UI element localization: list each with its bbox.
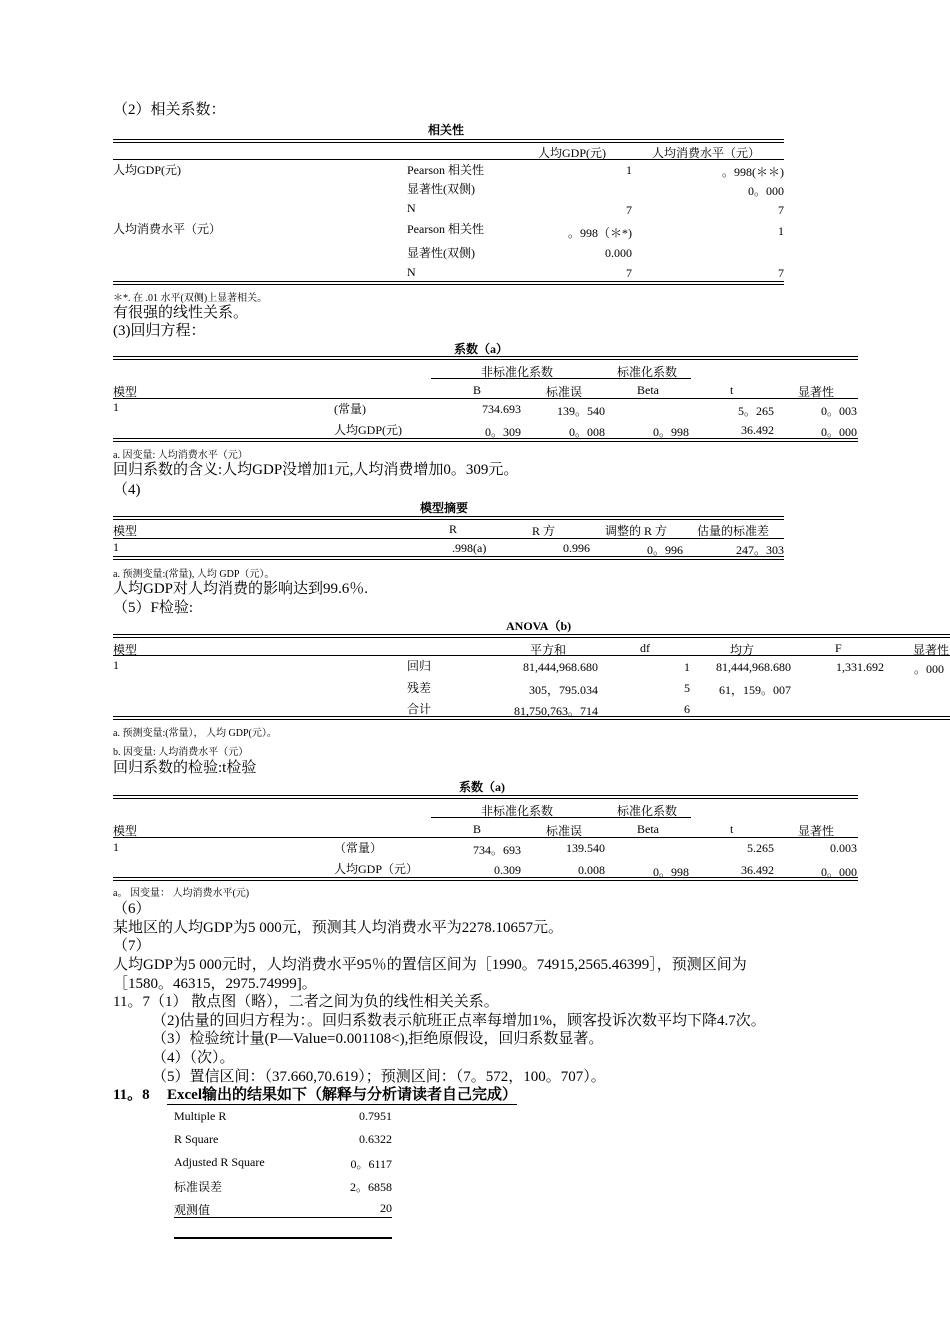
- coef1-footnote: a. 因变量: 人均消费水平（元）: [113, 450, 248, 461]
- anova-cell: 6: [684, 702, 690, 716]
- coef2-cell: 0.003: [830, 841, 857, 855]
- excel-label: Multiple R: [174, 1109, 227, 1123]
- anova-footnote-b: b. 因变量: 人均消费水平（元）: [113, 747, 249, 758]
- summary-h-model: 模型: [113, 524, 138, 538]
- section-heading-7: （7）: [113, 938, 151, 954]
- coef2-cell: 0。000: [820, 865, 857, 879]
- corr-stat: N: [407, 265, 416, 279]
- corr-cell: 7: [626, 203, 632, 217]
- coef1-bottom-rule: [113, 438, 858, 442]
- coef2-cell: 734。693: [472, 843, 521, 857]
- section-heading-4: （4): [113, 482, 141, 498]
- coef1-top-rule: [113, 356, 858, 360]
- corr-cell: 0.000: [605, 246, 632, 260]
- coef1-cell: 5。265: [737, 404, 774, 418]
- anova-cell: 81,444,968.680: [523, 660, 598, 674]
- coef1-h-sig: 显著性: [798, 385, 835, 399]
- corr-cell: 7: [626, 266, 632, 280]
- corr-header-rule: [113, 159, 784, 160]
- excel-value: 0.6322: [359, 1132, 392, 1146]
- corr-cell: 7: [778, 203, 784, 217]
- corr-stat: Pearson 相关性: [407, 163, 484, 177]
- coef2-cell: 5.265: [747, 841, 774, 855]
- corr-var-2: 人均消费水平（元）: [113, 222, 222, 236]
- coef2-bottom-rule: [113, 877, 858, 881]
- anova-cell: 61，159。007: [718, 683, 791, 697]
- text-s6: 某地区的人均GDP为5 000元，预测其人均消费水平为2278.10657元。: [113, 920, 564, 936]
- coef2-group-std: 标准化系数: [617, 804, 678, 818]
- corr-stat: Pearson 相关性: [407, 222, 484, 236]
- anova-cell: 。000: [913, 662, 944, 676]
- coef1-row-name: 人均GDP(元): [334, 423, 402, 437]
- summary-model: 1: [113, 540, 119, 554]
- coef1-cell: 0。309: [484, 425, 521, 439]
- excel-label: R Square: [174, 1132, 219, 1146]
- corr-stat: 显著性(双侧): [407, 182, 475, 196]
- anova-model-no: 1: [113, 658, 119, 672]
- summary-h-adj: 调整的 R 方: [605, 524, 668, 538]
- anova-row-name: 回归: [407, 659, 432, 673]
- anova-header-rule: [113, 655, 950, 656]
- coef1-h-se: 标准误: [546, 385, 583, 399]
- coef1-cell: 0。008: [568, 425, 605, 439]
- corr-cell: 7: [778, 266, 784, 280]
- p11-8-title: Excel输出的结果如下（解释与分析请读者自己完成）: [167, 1083, 517, 1105]
- coef2-cell: 139.540: [566, 841, 605, 855]
- coef1-cell: 0。000: [820, 425, 857, 439]
- anova-cell: 5: [684, 681, 690, 695]
- p11-7-line-1: 11。7（1） 散点图（略），二者之间为负的线性相关关系。: [113, 994, 499, 1010]
- anova-top-rule: [113, 634, 950, 638]
- coef2-h-model: 模型: [113, 824, 138, 838]
- anova-cell: 305，795.034: [528, 683, 598, 697]
- text-ttest: 回归系数的检验:t检验: [113, 760, 257, 776]
- summary-header-rule: [113, 538, 784, 539]
- anova-row-name: 合计: [407, 702, 432, 716]
- p11-7-line-3: （3）检验统计量(P—Value=0.001108<),拒绝原假设，回归系数显著。: [152, 1031, 604, 1047]
- coef1-cell: 0。003: [820, 404, 857, 418]
- summary-h-r: R: [449, 522, 458, 536]
- excel-value: 0。6117: [350, 1157, 392, 1171]
- anova-cell: 1: [684, 660, 690, 674]
- text-effect: 人均GDP对人均消费的影响达到99.6％.: [113, 581, 369, 597]
- anova-h-model: 模型: [113, 643, 138, 657]
- coef2-title: 系数（a): [459, 780, 505, 794]
- summary-adj: 0。996: [646, 543, 683, 557]
- coef1-cell: 0。998: [652, 425, 689, 439]
- corr-top-rule: [113, 139, 784, 143]
- section-heading-5: （5）F检验:: [113, 600, 194, 616]
- coef1-header-rule: [113, 398, 858, 399]
- coef2-group-unstd: 非标准化系数: [481, 804, 554, 818]
- anova-title: ANOVA（b): [506, 619, 572, 633]
- summary-top-rule: [113, 516, 784, 520]
- p11-7-line-4: （4）（次）。: [152, 1050, 235, 1066]
- corr-col-header-1: 人均GDP(元): [538, 146, 606, 160]
- corr-cell: 。998（＊*): [568, 226, 632, 240]
- coef2-top-rule: [113, 795, 858, 799]
- coef1-cell: 734.693: [482, 402, 521, 416]
- summary-se: 247。303: [735, 543, 784, 557]
- anova-h-f: F: [835, 641, 842, 655]
- anova-h-ms: 均方: [730, 643, 755, 657]
- anova-bottom-rule: [113, 716, 950, 720]
- coef2-h-sig: 显著性: [798, 824, 835, 838]
- coef1-h-model: 模型: [113, 385, 138, 399]
- text-linear: 有很强的线性关系。: [113, 305, 249, 321]
- anova-footnote-a: a. 预测变量:(常量）， 人均 GDP(元）。: [113, 728, 277, 739]
- coef1-h-t: t: [730, 383, 734, 397]
- coef1-cell: 36.492: [741, 423, 774, 437]
- summary-h-r2: R 方: [532, 524, 556, 538]
- coef2-h-beta: Beta: [637, 822, 659, 836]
- corr-cell: 1: [778, 224, 784, 238]
- section-heading-6: （6）: [113, 901, 151, 917]
- coef1-group-unstd: 非标准化系数: [481, 365, 554, 379]
- coef1-title: 系数（a）: [454, 342, 509, 356]
- coef1-cell: 139。540: [556, 404, 605, 418]
- coef2-footnote: a。 因变量： 人均消费水平(元): [113, 888, 250, 899]
- coef2-header-rule: [113, 837, 858, 838]
- corr-stat: N: [407, 201, 416, 215]
- anova-h-sig: 显著性: [913, 643, 950, 657]
- text-s7-line2: ［1580。46315，2975.74999]。: [113, 976, 317, 992]
- excel-rule-1: [174, 1217, 392, 1218]
- anova-h-ss: 平方和: [530, 643, 567, 657]
- anova-cell: 81,750,763。714: [513, 704, 598, 718]
- p11-8-number: 11。8: [113, 1087, 150, 1103]
- summary-title: 模型摘要: [420, 501, 469, 515]
- corr-table-title: 相关性: [428, 123, 465, 137]
- excel-value: 0.7951: [359, 1109, 392, 1123]
- anova-h-df: df: [640, 641, 650, 655]
- corr-footnote: ＊*. 在 .01 水平(双侧)上显著相关。: [113, 293, 268, 304]
- corr-stat: 显著性(双侧): [407, 246, 475, 260]
- coef1-h-b: B: [473, 383, 482, 397]
- anova-row-name: 残差: [407, 681, 432, 695]
- section-heading-2: （2）相关系数：: [113, 102, 226, 118]
- excel-value: 20: [380, 1201, 392, 1215]
- excel-label: 标准误差: [174, 1180, 223, 1194]
- coef2-h-se: 标准误: [546, 824, 583, 838]
- summary-r: .998(a): [452, 541, 487, 555]
- section-heading-3: (3)回归方程：: [113, 323, 206, 339]
- coef2-group-rule: [431, 817, 691, 818]
- coef2-h-b: B: [473, 822, 482, 836]
- coef1-group-rule: [431, 378, 691, 379]
- anova-cell: 1,331.692: [836, 660, 884, 674]
- corr-var-1: 人均GDP(元): [113, 163, 181, 177]
- excel-rule-2: [174, 1237, 392, 1239]
- coef2-row-name: （常量）: [334, 841, 383, 855]
- corr-bottom-rule: [113, 281, 784, 285]
- coef2-row-name: 人均GDP（元）: [334, 862, 419, 876]
- coef1-h-beta: Beta: [637, 383, 659, 397]
- excel-value: 2。6858: [349, 1180, 392, 1194]
- excel-label: Adjusted R Square: [174, 1155, 265, 1169]
- coef2-cell: 0.309: [494, 863, 521, 877]
- coef1-row-name: (常量): [334, 402, 366, 416]
- summary-bottom-rule: [113, 556, 784, 560]
- summary-footnote: a. 预测变量:(常量), 人均 GDP（元）。: [113, 569, 275, 580]
- coef2-cell: 0。998: [652, 865, 689, 879]
- summary-h-se: 估量的标准差: [697, 524, 770, 538]
- text-s7-line1: 人均GDP为5 000元时，人均消费水平95％的置信区间为［1990。74915,2565.46399］，预测区间为: [113, 957, 747, 973]
- summary-r2: 0.996: [563, 541, 590, 555]
- corr-cell: 。998(＊＊): [722, 165, 784, 179]
- p11-7-line-2: （2)估量的回归方程为：。回归系数表示航班正点率每增加1%，顾客投诉次数平均下降4.7次。: [152, 1013, 766, 1029]
- coef1-model-no: 1: [113, 400, 119, 414]
- coef2-h-t: t: [730, 822, 734, 836]
- corr-cell: 1: [626, 163, 632, 177]
- corr-cell: 0。000: [747, 184, 784, 198]
- anova-cell: 81,444,968.680: [716, 660, 791, 674]
- excel-label: 观测值: [174, 1203, 211, 1217]
- corr-col-header-2: 人均消费水平（元）: [652, 146, 761, 160]
- coef2-model-no: 1: [113, 840, 119, 854]
- coef2-cell: 36.492: [741, 863, 774, 877]
- coef2-cell: 0.008: [578, 863, 605, 877]
- coef1-group-std: 标准化系数: [617, 365, 678, 379]
- text-meaning: 回归系数的含义:人均GDP没增加1元,人均消费增加0。309元。: [113, 462, 519, 478]
- p11-7-line-5: （5）置信区间：（37.660,70.619）；预测区间：（7。572，100。707）。: [152, 1069, 606, 1085]
